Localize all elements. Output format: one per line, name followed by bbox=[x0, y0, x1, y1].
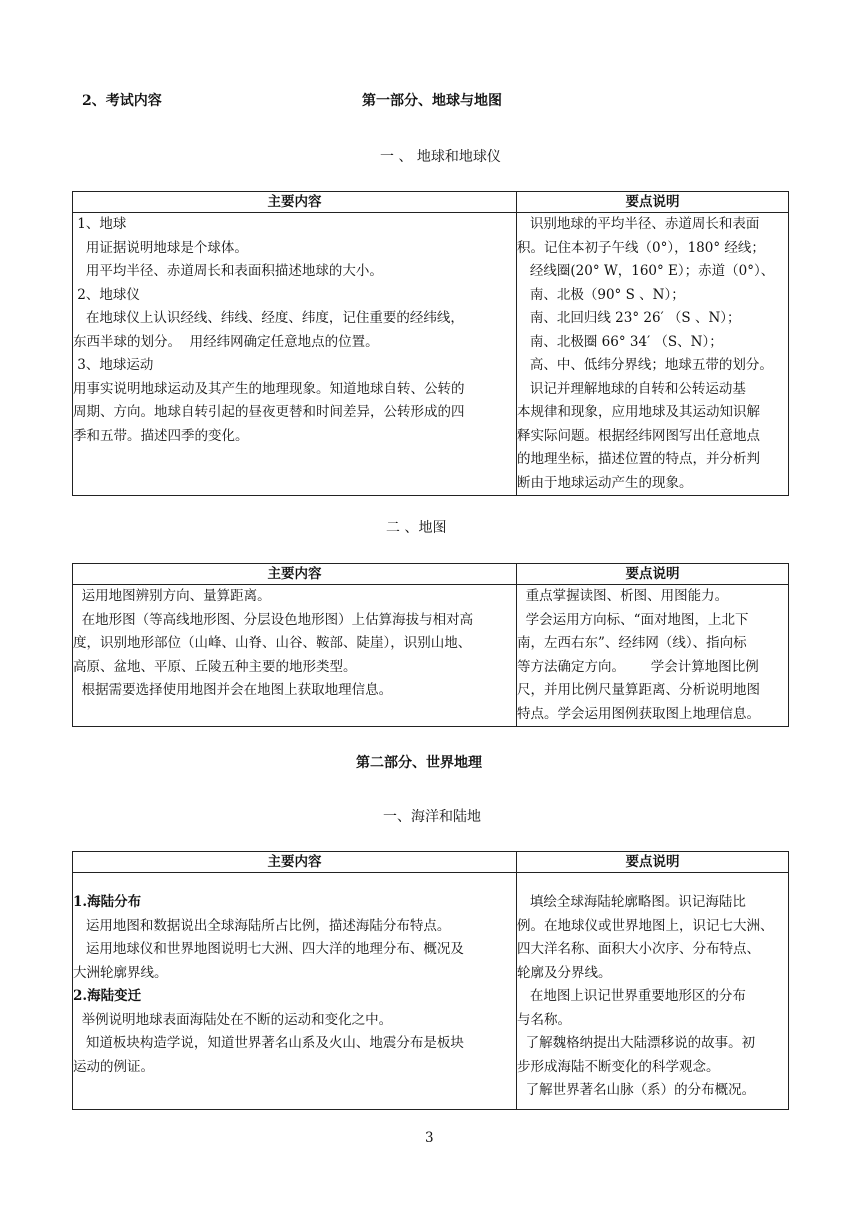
main-content-cell bbox=[73, 213, 517, 496]
text-line: 3、地球运动 bbox=[73, 357, 154, 373]
header-key-points: 要点说明 bbox=[517, 852, 789, 873]
ocean-land-table bbox=[72, 851, 789, 1110]
text-line: 例。在地球仪或世界地图上，识记七大洲、 bbox=[517, 917, 774, 934]
key-points-cell bbox=[517, 873, 789, 1110]
text-line: 2.海陆变迁 bbox=[73, 988, 142, 1004]
text-line: 1.海陆分布 bbox=[73, 894, 142, 910]
header-key-points: 要点说明 bbox=[517, 564, 789, 585]
section-map-title: 二 、地图 bbox=[386, 520, 447, 536]
text-line: 2、地球仪 bbox=[73, 286, 140, 303]
text-line: 在地形图（等高线地形图、分层设色地形图）上估算海拔与相对高 bbox=[73, 611, 474, 628]
text-line: 本规律和现象，应用地球及其运动知识解 bbox=[517, 404, 760, 420]
text-line: 学会运用方向标、“面对地图，上北下 bbox=[517, 611, 749, 628]
text-line: 在地图上识记世界重要地形区的分布 bbox=[517, 988, 746, 1004]
header-main-content: 主要内容 bbox=[73, 564, 517, 585]
text-line: 季和五带。描述四季的变化。 bbox=[73, 427, 249, 444]
page-number: 3 bbox=[425, 1130, 434, 1146]
text-line: 运用地球仪和世界地图说明七大洲、四大洋的地理分布、概况及 bbox=[73, 941, 464, 957]
text-line: 与名称。 bbox=[517, 1011, 571, 1028]
map-table bbox=[72, 563, 789, 727]
text-line: 运用地图辨别方向、量算距离。 bbox=[73, 588, 271, 604]
section-earth-globe-title: 一 、 地球和地球仪 bbox=[380, 149, 501, 165]
text-line: 尺，并用比例尺量算距离、分析说明地图 bbox=[517, 682, 760, 698]
text-line: 断由于地球运动产生的现象。 bbox=[517, 474, 693, 491]
text-line: 重点掌握读图、析图、用图能力。 bbox=[517, 588, 729, 604]
text-line: 释实际问题。根据经纬网图写出任意地点 bbox=[517, 427, 760, 444]
text-line: 南，左西右东”、经纬网（线）、指向标 bbox=[517, 635, 747, 651]
text-line: 了解世界著名山脉（系）的分布概况。 bbox=[517, 1082, 756, 1098]
text-line: 用证据说明地球是个球体。 bbox=[73, 239, 248, 256]
text-line: 高原、盆地、平原、丘陵五种主要的地形类型。 bbox=[73, 658, 357, 675]
text-line: 1、地球 bbox=[73, 216, 127, 232]
text-line: 填绘全球海陆轮廓略图。识记海陆比 bbox=[517, 894, 746, 910]
header-main-content: 主要内容 bbox=[73, 852, 517, 873]
key-points-cell bbox=[517, 585, 789, 727]
text-line: 在地球仪上认识经线、纬线、经度、纬度，记住重要的经纬线， bbox=[73, 310, 464, 326]
text-line: 高、中、低纬分界线；地球五带的划分。 bbox=[517, 357, 773, 373]
text-line bbox=[73, 873, 516, 891]
header-key-points: 要点说明 bbox=[517, 192, 789, 213]
text-line: 举例说明地球表面海陆处在不断的运动和变化之中。 bbox=[73, 1011, 393, 1028]
text-line: 识记并理解地球的自转和公转运动基 bbox=[517, 380, 746, 397]
text-line bbox=[517, 873, 788, 891]
part-two-title: 第二部分、世界地理 bbox=[356, 755, 482, 771]
text-line: 识别地球的平均半径、赤道周长和表面 bbox=[517, 216, 760, 232]
text-line: 度，识别地形部位（山峰、山脊、山谷、鞍部、陡崖），识别山地、 bbox=[73, 635, 472, 651]
text-line: 运动的例证。 bbox=[73, 1058, 154, 1075]
text-line: 用平均半径、赤道周长和表面积描述地球的大小。 bbox=[73, 263, 383, 279]
text-line: 周期、方向。地球自转引起的昼夜更替和时间差异，公转形成的四 bbox=[73, 404, 465, 420]
exam-content-label: 2、考试内容 bbox=[82, 93, 162, 109]
part-one-title: 第一部分、地球与地图 bbox=[362, 93, 502, 109]
earth-globe-table bbox=[72, 191, 789, 496]
text-line: 步形成海陆不断变化的科学观念。 bbox=[517, 1058, 720, 1075]
text-line: 大洲轮廓界线。 bbox=[73, 964, 168, 981]
text-line: 运用地图和数据说出全球海陆所占比例，描述海陆分布特点。 bbox=[73, 917, 451, 934]
key-points-cell bbox=[517, 213, 789, 496]
text-line: 四大洋名称、面积大小次序、分布特点、 bbox=[517, 941, 760, 957]
text-line: 经线圈(20° W，160° E）；赤道（0°）、 bbox=[517, 263, 775, 279]
text-line: 知道板块构造学说，知道世界著名山系及火山、地震分布是板块 bbox=[73, 1035, 464, 1051]
text-line: 南、北回归线 23° 26′ （S 、N）； bbox=[517, 310, 741, 326]
text-line: 南、北极（90° S 、N）； bbox=[517, 286, 685, 303]
main-content-cell bbox=[73, 873, 517, 1110]
text-line: 根据需要选择使用地图并会在地图上获取地理信息。 bbox=[73, 682, 393, 698]
section-ocean-land-title: 一、海洋和陆地 bbox=[383, 809, 481, 825]
text-line: 的地理坐标，描述位置的特点，并分析判 bbox=[517, 451, 760, 467]
text-line: 特点。学会运用图例获取图上地理信息。 bbox=[517, 705, 760, 722]
text-line: 轮廓及分界线。 bbox=[517, 964, 612, 981]
text-line: 用事实说明地球运动及其产生的地理现象。知道地球自转、公转的 bbox=[73, 380, 465, 397]
text-line: 积。记住本初子午线（0°），180° 经线； bbox=[517, 239, 765, 256]
main-content-cell bbox=[73, 585, 517, 727]
text-line: 等方法确定方向。 学会计算地图比例 bbox=[517, 658, 759, 675]
header-main-content: 主要内容 bbox=[73, 192, 517, 213]
text-line: 了解魏格纳提出大陆漂移说的故事。初 bbox=[517, 1035, 756, 1051]
text-line: 东西半球的划分。 用经纬网确定任意地点的位置。 bbox=[73, 333, 379, 350]
text-line: 南、北极圈 66° 34′ （S、N）； bbox=[517, 333, 723, 350]
